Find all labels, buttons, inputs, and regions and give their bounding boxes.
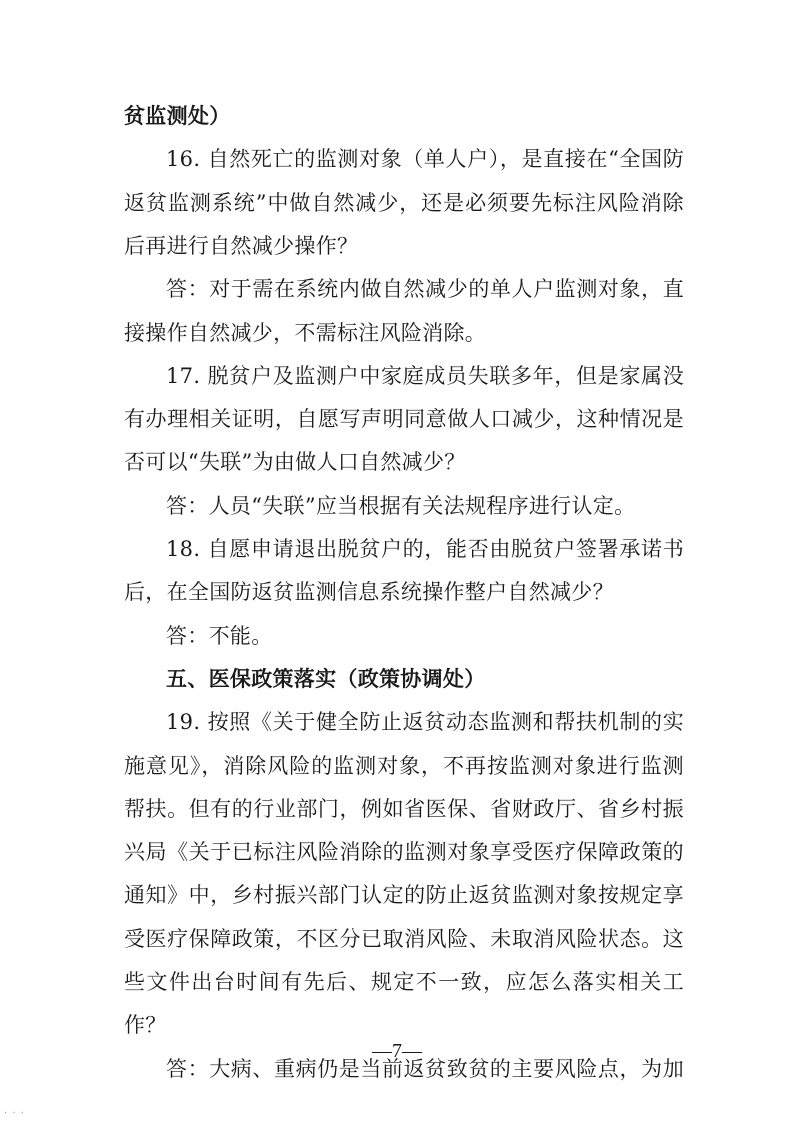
answer-19-line-1: 答：大病、重病仍是当前返贫致贫的主要风险点，为加 xyxy=(166,1056,684,1081)
page-number: —7— xyxy=(372,1040,422,1062)
question-19-line-8: 作？ xyxy=(124,1013,167,1038)
question-19-line-7: 些文件出台时间有先后、规定不一致，应怎么落实相关工 xyxy=(124,970,684,994)
question-19-line-4: 兴局《关于已标注风险消除的监测对象享受医疗保障政策的 xyxy=(124,840,684,865)
question-16-line-2: 返贫监测系统”中做自然减少，还是必须要先标注风险消除 xyxy=(124,190,684,215)
section-5-heading: 五、医保政策落实（政策协调处） xyxy=(166,666,486,691)
question-17-line-3: 否可以“失联”为由做人口自然减少？ xyxy=(124,450,466,475)
answer-18-line-1: 答：不能。 xyxy=(166,623,273,648)
question-16-line-1: 16. 自然死亡的监测对象（单人户），是直接在“全国防 xyxy=(166,147,684,172)
question-18-line-1: 18. 自愿申请退出脱贫户的，能否由脱贫户签署承诺书 xyxy=(166,537,684,561)
question-19-line-5: 通知》中，乡村振兴部门认定的防止返贫监测对象按规定享 xyxy=(124,883,684,908)
question-19-line-2: 施意见》，消除风险的监测对象，不再按监测对象进行监测 xyxy=(124,753,684,778)
scan-corner-mark: · · · xyxy=(4,1108,25,1119)
question-19-line-3: 帮扶。但有的行业部门，例如省医保、省财政厅、省乡村振 xyxy=(124,796,684,821)
question-18-line-2: 后，在全国防返贫监测信息系统操作整户自然减少？ xyxy=(124,580,614,605)
answer-16-line-2: 接操作自然减少，不需标注风险消除。 xyxy=(124,320,487,345)
question-19-line-6: 受医疗保障政策，不区分已取消风险、未取消风险状态。这 xyxy=(124,926,684,951)
section-heading-continued: 贫监测处） xyxy=(124,104,231,128)
question-17-line-2: 有办理相关证明，自愿写声明同意做人口减少，这种情况是 xyxy=(124,407,684,432)
question-19-line-1: 19. 按照《关于健全防止返贫动态监测和帮扶机制的实 xyxy=(166,710,684,735)
question-17-line-1: 17. 脱贫户及监测户中家庭成员失联多年，但是家属没 xyxy=(166,363,684,388)
answer-16-line-1: 答：对于需在系统内做自然减少的单人户监测对象，直 xyxy=(166,277,684,302)
question-16-line-3: 后再进行自然减少操作？ xyxy=(124,233,359,258)
answer-17-line-1: 答：人员“失联”应当根据有关法规程序进行认定。 xyxy=(166,493,636,518)
